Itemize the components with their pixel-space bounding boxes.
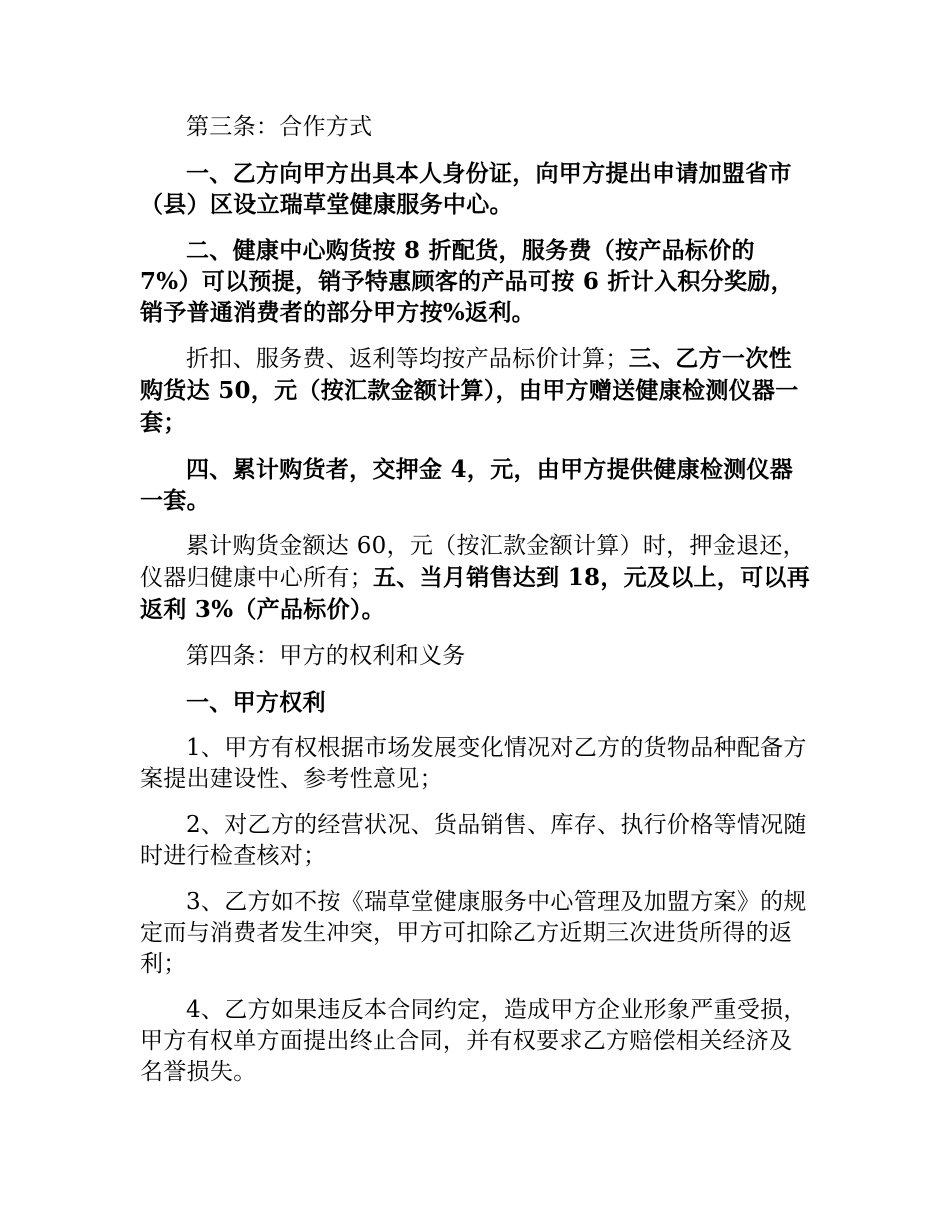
article-3-title: 第三条：合作方式 — [186, 114, 373, 140]
article-3-clause-5 — [140, 531, 812, 626]
article-3-clause-3 — [140, 343, 812, 439]
article-4-section-1-heading: 一、甲方权利 — [186, 689, 326, 716]
article-3-clause-4: 四、累计购货者，交押金 4，元，由甲方提供健康检测仪器一套。 — [140, 456, 794, 514]
clause-5-normal-text: 累计购货金额达 60，元（按汇款金额计算）时，押金退还，仪器归健康中心所有； — [140, 533, 806, 591]
clause-3-normal-text: 折扣、服务费、返利等均按产品标价计算； — [186, 346, 629, 372]
article-4-item-4: 4、乙方如果违反本合同约定，造成甲方企业形象严重受损，甲方有权单方面提出终止合同，并有权要求乙方赔偿相关经济及名誉损失。 — [140, 997, 807, 1085]
article-3-clause-1: 一、乙方向甲方出具本人身份证，向甲方提出申请加盟省市（县）区设立瑞草堂健康服务中心。 — [140, 160, 792, 218]
clause-5-bold-text: 五、当月销售达到 18，元及以上，可以再返利 3%（产品标价）。 — [140, 564, 811, 623]
article-4-item-3: 3、乙方如不按《瑞草堂健康服务中心管理及加盟方案》的规定而与消费者发生冲突，甲方可扣除乙方近期三次进货所得的返利； — [140, 889, 807, 977]
article-4-title: 第四条：甲方的权利和义务 — [186, 643, 466, 669]
article-4-item-2: 2、对乙方的经营状况、货品销售、库存、执行价格等情况随时进行检查核对； — [140, 812, 807, 869]
article-3-clause-2: 二、健康中心购货按 8 折配货，服务费（按产品标价的 7%）可以预提，销予特惠顾客的产品可按 6 折计入积分奖励，销予普通消费者的部分甲方按%返利。 — [140, 237, 794, 326]
document-page — [140, 112, 812, 1103]
clause-3-bold-text: 三、乙方一次性购货达 50，元（按汇款金额计算），由甲方赠送健康检测仪器一套； — [140, 345, 799, 436]
article-4-item-1: 1、甲方有权根据市场发展变化情况对乙方的货物品种配备方案提出建设性、参考性意见； — [140, 735, 807, 792]
